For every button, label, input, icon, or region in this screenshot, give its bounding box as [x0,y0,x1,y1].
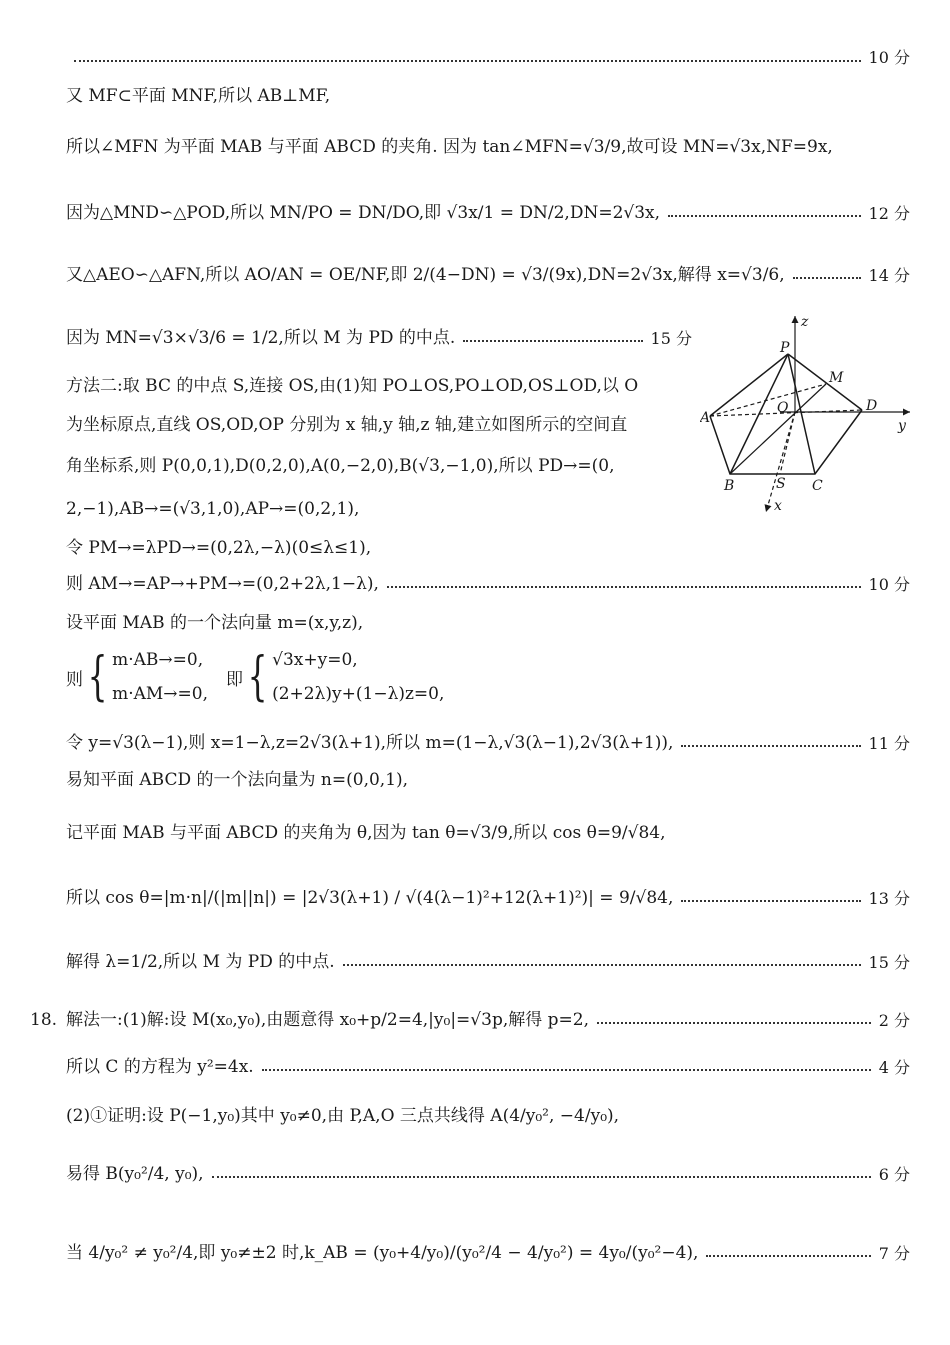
line-text: 又 MF⊂平面 MNF,所以 AB⊥MF, [66,86,331,106]
solution-line [66,265,910,285]
solution-line [66,823,910,843]
solution-line [66,499,692,519]
label-y: y [898,418,906,434]
solution-line [66,613,910,633]
dot-leader [793,277,861,279]
left-brace: { [87,647,108,707]
solution-line [66,137,910,157]
line-text: 令 PM→=λPD→=(0,2λ,−λ)(0≤λ≤1), [66,538,372,558]
solution-line [66,574,910,594]
left-brace: { [247,647,268,707]
line-text: 记平面 MAB 与平面 ABCD 的夹角为 θ,因为 tan θ=√3/9,所以 cos θ=9/√84, [66,823,666,843]
score: 15 分 [650,328,692,348]
equation: m·AB→=0, [112,650,204,670]
line-text: 方法二:取 BC 的中点 S,连接 OS,由(1)知 PO⊥OS,PO⊥OD,OS⊥OD,以 O [66,376,639,396]
line-text: 因为 MN=√3×√3/6 = 1/2,所以 M 为 PD 的中点. [66,328,456,348]
label-C: C [812,478,823,494]
label-D: D [866,398,878,414]
score: 4 分 [878,1057,910,1077]
score: 10 分 [868,48,910,67]
solution-line [66,1164,910,1184]
line-text: 为坐标原点,直线 OS,OD,OP 分别为 x 轴,y 轴,z 轴,建立如图所示的空间直 [66,415,628,435]
line-text: 又△AEO∽△AFN,所以 AO/AN = OE/NF,即 2/(4−DN) = √3/(9x),DN=2√3x,解得 x=√3/6, [66,265,785,285]
question-number: 18. [30,1010,58,1030]
solution-line [66,1243,910,1263]
label-x: x [774,498,782,514]
solution-line [66,456,692,476]
solution-line [66,952,910,972]
dot-leader [668,215,861,217]
line-text: 易知平面 ABCD 的一个法向量为 n=(0,0,1), [66,770,409,790]
solution-line [66,415,692,435]
line-text: 令 y=√3(λ−1),则 x=1−λ,z=2√3(λ+1),所以 m=(1−λ,√3(λ−1),2√3(λ+1)), [66,733,674,753]
label-P: P [780,340,790,356]
label-S: S [776,476,786,492]
line-text: 所以 cos θ=|m·n|/(|m||n|) = |2√3(λ+1) / √(4(λ−1)²+12(λ+1)²)| = 9/√84, [66,888,674,908]
solution-line [66,1010,910,1030]
dot-leader [681,745,860,747]
dot-leader [706,1255,870,1257]
dot-leader [74,60,861,62]
score-line-10 [66,48,910,67]
score: 14 分 [868,265,910,285]
solution-line [66,376,692,396]
label-O: O [777,400,789,416]
solution-line [66,1057,910,1077]
system-mid: 即 [226,669,244,690]
dot-leader [212,1176,871,1178]
solution-line [66,538,910,558]
label-B: B [724,478,735,494]
equation-system [66,647,445,707]
score: 15 分 [868,952,910,972]
line-text: 解得 λ=1/2,所以 M 为 PD 的中点. [66,952,335,972]
dot-leader [262,1069,871,1071]
line-text: 则 AM→=AP→+PM→=(0,2+2λ,1−λ), [66,574,379,594]
line-text: 所以 C 的方程为 y²=4x. [66,1057,254,1077]
line-text: 当 4/y₀² ≠ y₀²/4,即 y₀≠±2 时,k_AB = (y₀+4/y₀)/(y₀²/4 − 4/y₀²) = 4y₀/(y₀²−4), [66,1243,699,1263]
solution-line [66,770,910,790]
label-A: A [700,410,711,426]
segment-OS [780,412,795,474]
label-M: M [829,370,844,386]
line-text: 2,−1),AB→=(√3,1,0),AP→=(0,2,1), [66,499,360,519]
solution-line [66,86,910,106]
line-text: (2)①证明:设 P(−1,y₀)其中 y₀≠0,由 P,A,O 三点共线得 A(4/y₀², −4/y₀), [66,1106,620,1126]
score: 7 分 [878,1243,910,1263]
line-text: 因为△MND∽△POD,所以 MN/PO = DN/DO,即 √3x/1 = DN/2,DN=2√3x, [66,203,661,223]
line-text: 解法一:(1)解:设 M(x₀,y₀),由题意得 x₀+p/2=4,|y₀|=√3p,解得 p=2, [66,1010,589,1030]
score: 12 分 [868,203,910,223]
system-right [272,650,444,704]
line-text: 设平面 MAB 的一个法向量 m=(x,y,z), [66,613,364,633]
solution-line [66,328,692,348]
system-left [112,650,208,704]
dot-leader [463,340,642,342]
equation: (2+2λ)y+(1−λ)z=0, [272,684,445,704]
dot-leader [681,900,860,902]
score: 13 分 [868,888,910,908]
solution-line [66,888,910,908]
equation: m·AM→=0, [112,684,209,704]
dot-leader [597,1022,871,1024]
label-z: z [801,314,809,330]
pyramid-figure [700,312,918,524]
equation: √3x+y=0, [272,650,358,670]
solution-line [66,1106,910,1126]
system-prefix: 则 [66,669,83,690]
dot-leader [387,586,861,588]
score: 6 分 [878,1164,910,1184]
line-text: 易得 B(y₀²/4, y₀), [66,1164,204,1184]
solution-line [66,733,910,753]
solution-line [66,203,910,223]
score: 11 分 [868,733,910,753]
score: 2 分 [878,1010,910,1030]
score: 10 分 [868,574,910,594]
line-text: 所以∠MFN 为平面 MAB 与平面 ABCD 的夹角. 因为 tan∠MFN=√3/9,故可设 MN=√3x,NF=9x, [66,137,833,157]
line-text: 角坐标系,则 P(0,0,1),D(0,2,0),A(0,−2,0),B(√3,−1,0),所以 PD→=(0, [66,456,615,476]
dot-leader [343,964,861,966]
